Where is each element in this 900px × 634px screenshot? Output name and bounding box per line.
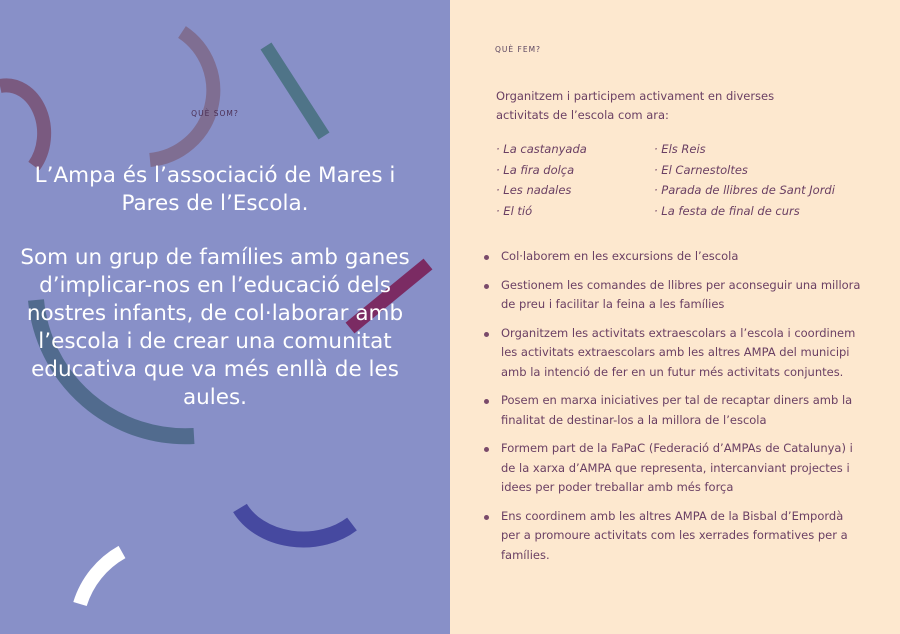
list-item	[483, 324, 863, 383]
teal-stroke-top	[266, 46, 324, 136]
list-item-text: Gestionem les comandes de llibres per aconseguir una millora de preu i facilitar la feina a les famílies	[501, 277, 861, 311]
activity-item: · Les nadales	[496, 183, 572, 197]
activity-item: · Els Reis	[654, 142, 706, 156]
list-item	[483, 507, 863, 566]
section-label: QUÈ FEM?	[495, 45, 542, 54]
list-item-text: Ens coordinem amb les altres AMPA de la Bisbal d’Empordà per a promoure activitats com les xerrades formatives per a famílies.	[501, 508, 848, 562]
list-item-text: Formem part de la FaPaC (Federació d’AMPAs de Catalunya) i de la xarxa d’AMPA que representa, intercanviant projectes i idees per poder treballar amb més força	[501, 441, 853, 494]
list-item-text: Col·laborem en les excursions de l’escola	[501, 249, 739, 263]
activity-item: · La festa de final de curs	[654, 203, 800, 218]
list-item	[483, 276, 863, 315]
bullet-dot-icon	[484, 284, 489, 289]
list-item-text: Organitzem les activitats extraescolars a l’escola i coordinem les activitats extraescolars amb les altres AMPA del municipi amb la intenció de fer en un futur més activitats conjuntes.	[501, 325, 856, 379]
about-text	[20, 162, 410, 412]
section-label: QUÈ SOM?	[191, 109, 239, 118]
activities-list-col1	[496, 139, 587, 221]
activity-item: · La castanyada	[496, 142, 587, 156]
list-item	[483, 391, 863, 430]
list-item	[483, 247, 863, 267]
tasks-list	[483, 247, 863, 574]
bullet-dot-icon	[484, 399, 489, 404]
activity-item: · Parada de llibres de Sant Jordi	[654, 183, 835, 197]
list-item-text: Posem en marxa iniciatives per tal de recaptar diners amb la finalitat de destinar-los a la millora de l’escola	[501, 393, 853, 427]
activities-list-col2	[654, 139, 835, 221]
activity-item: · El Carnestoltes	[654, 162, 748, 177]
plum-arc-top	[150, 32, 213, 160]
bullet-dot-icon	[484, 447, 489, 452]
about-heading: L’Ampa és l’associació de Mares i Pares de l’Escola.	[34, 163, 396, 216]
activity-item: · La fira dolça	[496, 162, 575, 177]
activities-panel	[450, 0, 900, 634]
activities-intro: Organitzem i participem activament en diverses activitats de l’escola com ara:	[496, 89, 775, 122]
bullet-dot-icon	[484, 515, 489, 520]
bullet-dot-icon	[484, 255, 489, 260]
bullet-dot-icon	[484, 332, 489, 337]
plum-arc-left	[0, 85, 44, 166]
navy-arc-bottom	[240, 508, 352, 540]
activity-item: · El tió	[496, 203, 533, 218]
white-arc-bottom	[80, 552, 122, 604]
about-body: Som un grup de famílies amb ganes d’implicar-nos en l’educació dels nostres infants, de col·laborar amb l’escola i de crear una comunitat educativa que va més enllà de les aules.	[20, 245, 410, 410]
list-item	[483, 439, 863, 498]
